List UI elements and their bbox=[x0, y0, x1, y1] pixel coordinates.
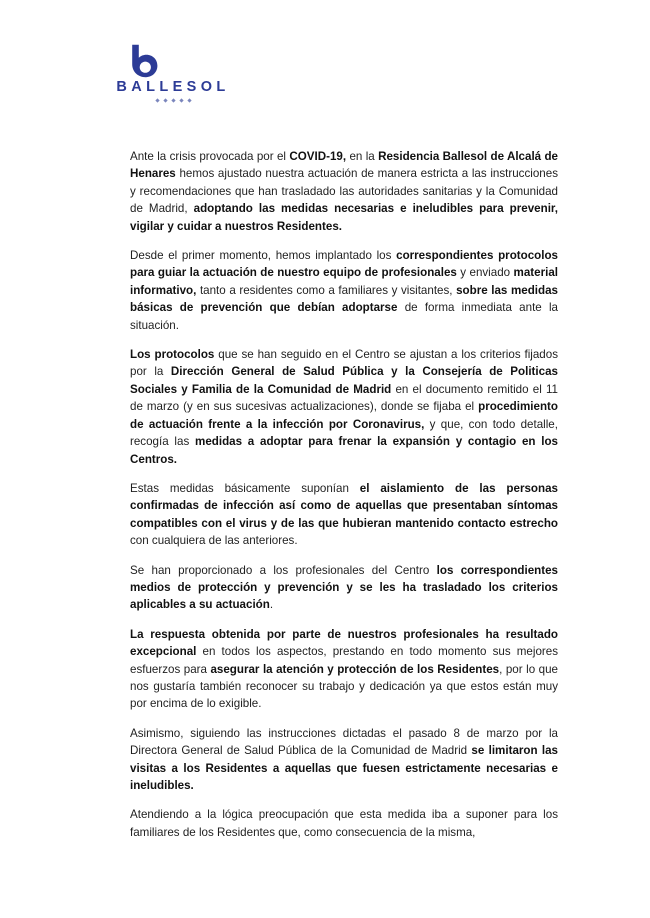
body-paragraph bbox=[130, 480, 558, 550]
body-paragraph bbox=[130, 626, 558, 713]
emphasis-run: el aislamiento de las personas confirmadas de infección así como de aquellas que presentaban síntomas compatibles con el virus y de las que hubieran mantenido contacto estrecho bbox=[130, 481, 558, 530]
body-paragraph bbox=[130, 346, 558, 468]
text-run: y que, con todo detalle, recogía las bbox=[130, 417, 558, 449]
emphasis-run: se limitaron las visitas a los Residentes a aquellas que fuesen estrictamente necesarias e ineludibles. bbox=[130, 744, 558, 792]
text-run: Se han proporcionado a los profesionales del Centro bbox=[130, 563, 437, 577]
body-paragraph bbox=[130, 247, 558, 334]
text-run: . bbox=[269, 598, 274, 612]
emphasis-run: procedimiento de actuación frente a la infección por Coronavirus, bbox=[130, 400, 558, 431]
emphasis-run: material informativo, bbox=[130, 266, 558, 297]
text-run: que se han seguido en el Centro se ajustan a los criterios fijados por la bbox=[130, 348, 558, 379]
emphasis-run: Dirección General de Salud Pública y la Consejería de Politicas Sociales y Familia de la Comunidad de Madrid bbox=[130, 365, 558, 396]
document-body bbox=[130, 148, 558, 841]
emphasis-run: Los protocolos bbox=[130, 348, 215, 362]
text-run: Desde el primer momento, hemos implantado los bbox=[130, 249, 397, 263]
text-run: con cualquiera de las anteriores. bbox=[130, 534, 298, 548]
emphasis-run: correspondientes protocolos para guiar la actuación de nuestro equipo de profesionales bbox=[130, 249, 559, 280]
text-run: Estas medidas básicamente suponían bbox=[130, 481, 360, 495]
text-run: en todos los aspectos, prestando en todo momento sus mejores esfuerzos para bbox=[130, 645, 558, 676]
text-run: hemos ajustado nuestra actuación de manera estricta a las instrucciones y recomendaciones que han trasladado las autoridades sanitarias y la Comunidad de Madrid, bbox=[130, 167, 558, 216]
text-run: tanto a residentes como a familiares y visitantes, bbox=[196, 283, 457, 297]
brand-wordmark: BALLESOL bbox=[116, 79, 230, 95]
ballesol-b-monogram-icon bbox=[128, 44, 158, 78]
brand-dots-ornament bbox=[94, 99, 252, 102]
body-paragraph bbox=[130, 725, 558, 795]
text-run: de forma inmediata ante la situación. bbox=[130, 301, 559, 332]
text-run: Atendiendo a la lógica preocupación que esta medida iba a suponer para los familiares de los Residentes que, como consecuencia de la misma, bbox=[130, 808, 558, 839]
emphasis-run: medidas a adoptar para frenar la expansión y contagio en los Centros. bbox=[130, 435, 558, 466]
emphasis-run: La respuesta obtenida por parte de nuestros profesionales ha resultado excepcional bbox=[130, 627, 558, 659]
body-paragraph bbox=[130, 148, 558, 235]
emphasis-run: asegurar la atención y protección de los Residentes bbox=[210, 662, 500, 676]
text-run: en el documento remitido el 11 de marzo (y en sus sucesivas actualizaciones), donde se fijaba el bbox=[130, 382, 558, 414]
body-paragraph bbox=[130, 806, 558, 841]
letterhead bbox=[92, 44, 252, 106]
emphasis-run: los correspondientes medios de protección y prevención y se les ha trasladado los criterios aplicables a su actuación bbox=[130, 563, 559, 612]
text-run: Asimismo, siguiendo las instrucciones dictadas el pasado 8 de marzo por la Directora General de Salud Pública de la Comunidad de Madrid bbox=[130, 726, 558, 758]
body-paragraph bbox=[130, 562, 558, 614]
emphasis-run: adoptando las medidas necesarias e ineludibles para prevenir, vigilar y cuidar a nuestros Residentes. bbox=[130, 202, 559, 233]
text-run: en la bbox=[346, 150, 379, 163]
text-run: , por lo que nos gustaría también reconocer su trabajo y dedicación ya que estos están muy por encima de lo exigible. bbox=[130, 662, 558, 711]
emphasis-run: sobre las medidas básicas de prevención que debían adoptarse bbox=[130, 283, 559, 315]
text-run: Ante la crisis provocada por el bbox=[130, 150, 290, 163]
emphasis-run: Residencia Ballesol de Alcalá de Henares bbox=[130, 150, 559, 181]
emphasis-run: COVID-19, bbox=[289, 150, 347, 163]
text-run: y enviado bbox=[456, 266, 514, 280]
